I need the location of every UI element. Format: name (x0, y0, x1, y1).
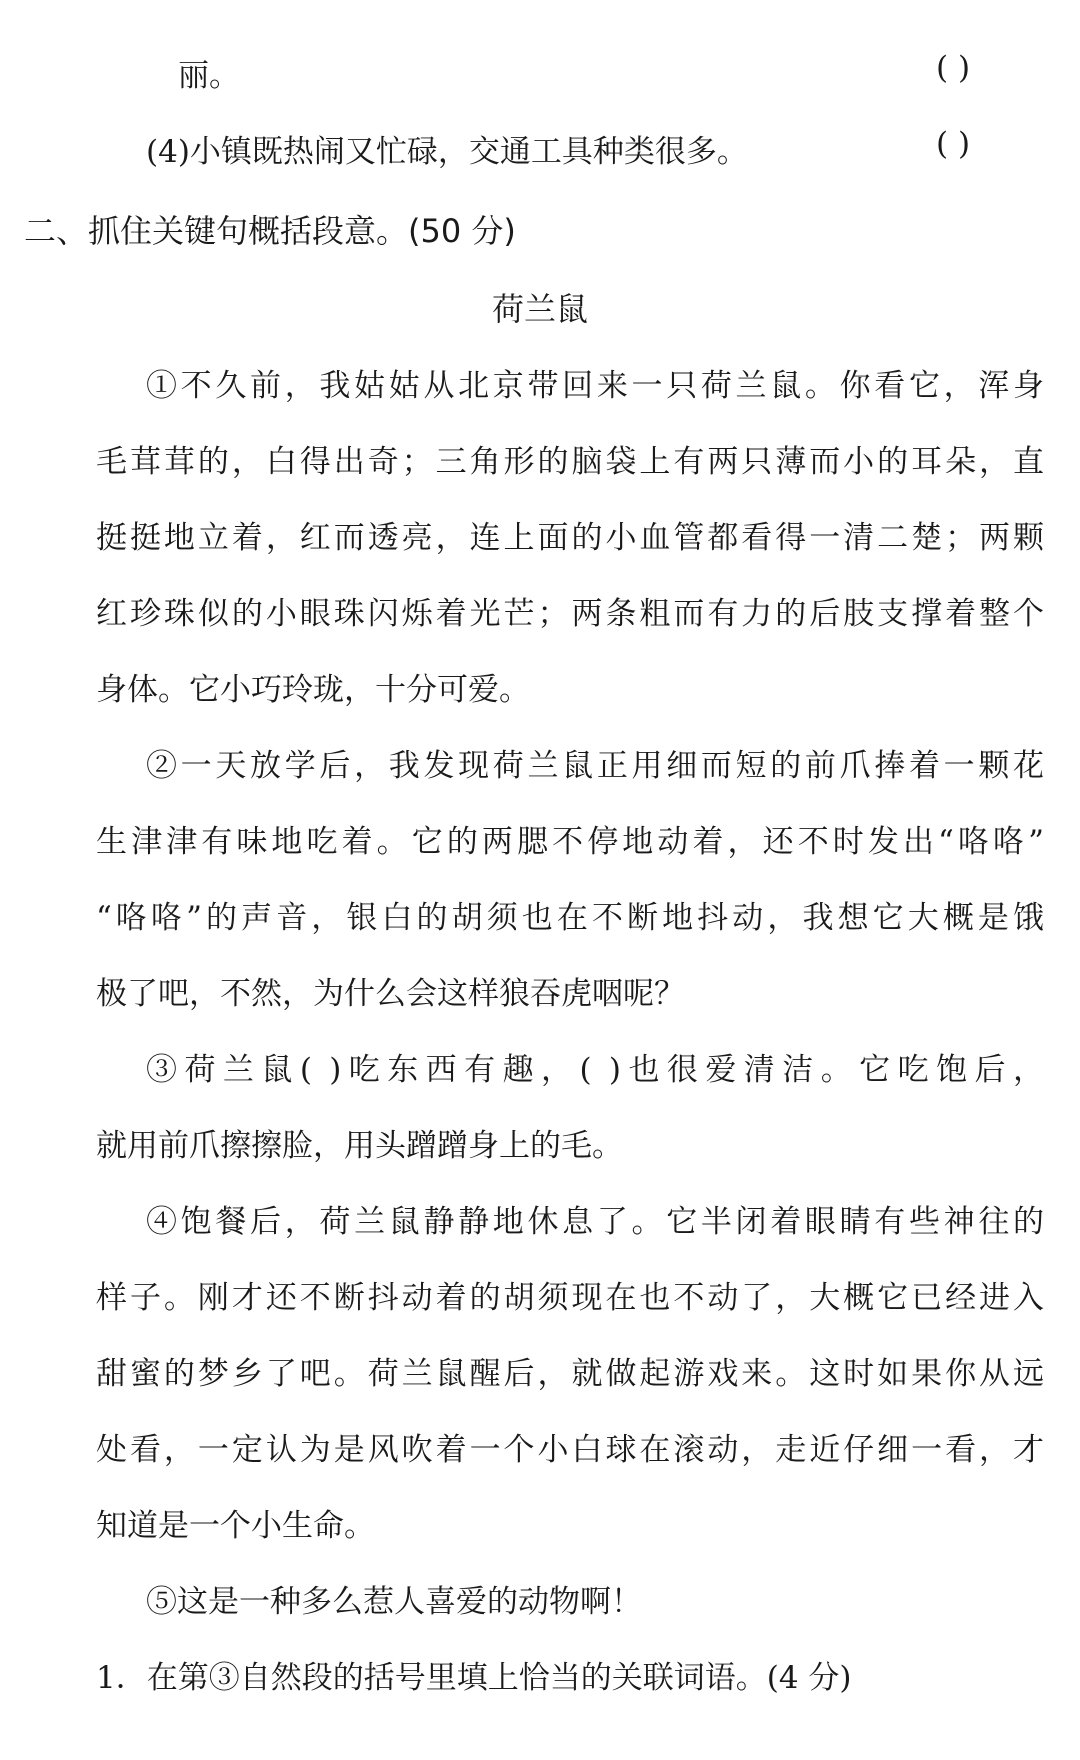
article-line: 甜蜜的梦乡了吧。荷兰鼠醒后，就做起游戏来。这时如果你从远 (96, 1356, 1044, 1392)
article-line: “咯咯”的声音，银白的胡须也在不断地抖动，我想它大概是饿 (96, 900, 1044, 936)
article-line: 知道是一个小生命。 (96, 1508, 375, 1544)
article-line: 样子。刚才还不断抖动着的胡须现在也不动了，大概它已经进入 (96, 1280, 1044, 1316)
article-line: ②一天放学后，我发现荷兰鼠正用细而短的前爪捧着一颗花 (146, 748, 1044, 784)
article-line-with-blanks[interactable]: ③荷兰鼠( )吃东西有趣，( )也很爱清洁。它吃饱后， (146, 1052, 1044, 1088)
article-line: ⑤这是一种多么惹人喜爱的动物啊！ (146, 1584, 642, 1620)
article-line: 红珍珠似的小眼珠闪烁着光芒；两条粗而有力的后肢支撑着整个 (96, 596, 1044, 632)
article-line: 就用前爪擦擦脸，用头蹭蹭身上的毛。 (96, 1128, 623, 1164)
article-line: ①不久前，我姑姑从北京带回来一只荷兰鼠。你看它，浑身 (146, 368, 1044, 404)
article-line: 毛茸茸的，白得出奇；三角形的脑袋上有两只薄而小的耳朵，直 (96, 444, 1044, 480)
section2-heading: 二、抓住关键句概括段意。(50 分) (24, 212, 516, 250)
item3-answer-blank[interactable]: ( ) (936, 50, 971, 86)
item4-answer-blank[interactable]: ( ) (936, 126, 971, 162)
article-title: 荷兰鼠 (491, 290, 588, 328)
article-line: 处看，一定认为是风吹着一个小白球在滚动，走近仔细一看，才 (96, 1432, 1044, 1468)
article-line: 挺挺地立着，红而透亮，连上面的小血管都看得一清二楚；两颗 (96, 520, 1044, 556)
question-1: 1．在第③自然段的括号里填上恰当的关联词语。(4 分) (96, 1660, 852, 1696)
article-line: ④饱餐后，荷兰鼠静静地休息了。它半闭着眼睛有些神往的 (146, 1204, 1044, 1240)
article-line: 身体。它小巧玲珑，十分可爱。 (96, 672, 530, 708)
article-line: 生津津有味地吃着。它的两腮不停地动着，还不时发出“咯咯” (96, 824, 1044, 860)
item3-tail: 丽。 (178, 58, 240, 94)
item4-text: (4)小镇既热闹又忙碌，交通工具种类很多。 (146, 134, 748, 170)
article-line: 极了吧，不然，为什么会这样狼吞虎咽呢？ (96, 976, 685, 1012)
